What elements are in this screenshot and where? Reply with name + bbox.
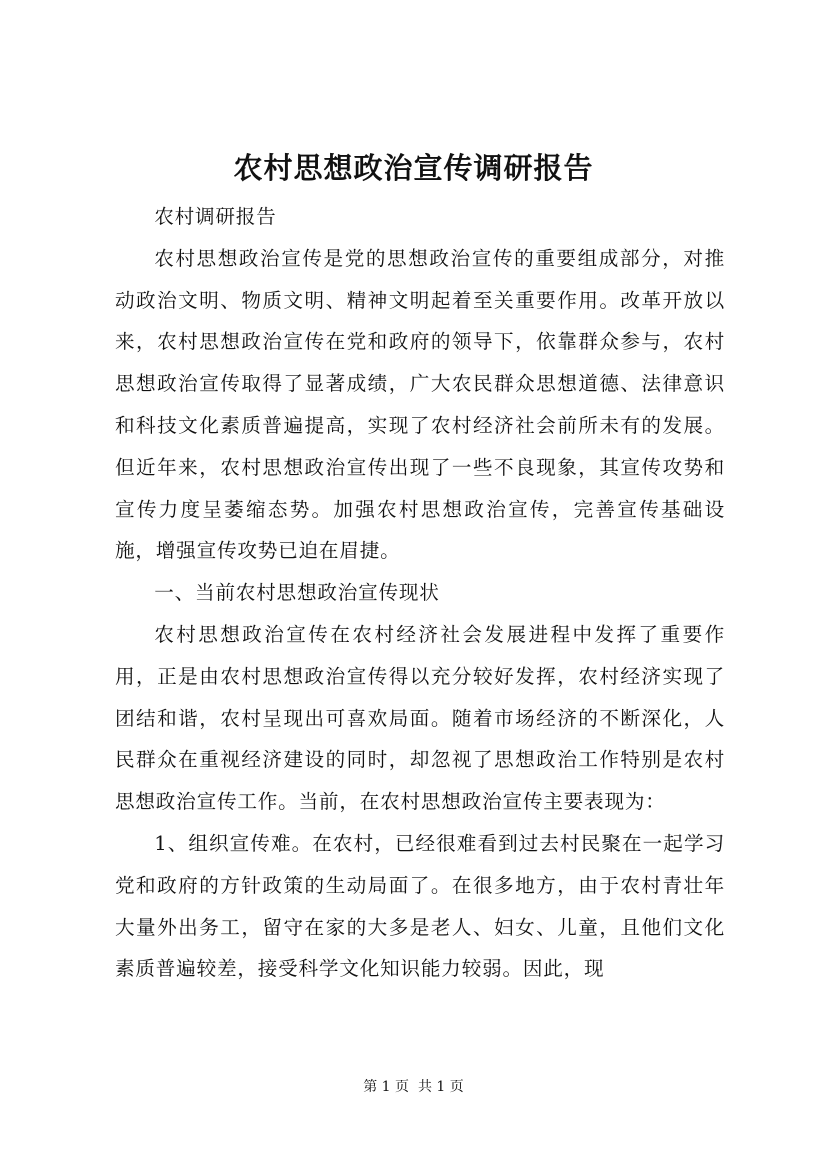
- page-footer: [0, 1077, 827, 1097]
- document-body: [115, 196, 725, 990]
- page-number-label: 第 1 页 共 1 页: [363, 1079, 464, 1095]
- document-title: 农村思想政治宣传调研报告: [233, 151, 594, 185]
- paragraph-intro: 农村思想政治宣传是党的思想政治宣传的重要组成部分，对推动政治文明、物质文明、精神文明起着至关重要作用。改革开放以来，农村思想政治宣传在党和政府的领导下，依靠群众参与，农村思想政治宣传取得了显著成绩，广大农民群众思想道德、法律意识和科技文化素质普遍提高，实现了农村经济社会前所未有的发展。但近年来，农村思想政治宣传出现了一些不良现象，其宣传攻势和宣传力度呈萎缩态势。加强农村思想政治宣传，完善宣传基础设施，增强宣传攻势已迫在眉捷。: [115, 246, 725, 563]
- paragraph-point-1: 1、组织宣传难。在农村，已经很难看到过去村民聚在一起学习党和政府的方针政策的生动局面了。在很多地方，由于农村青壮年大量外出务工，留守在家的大多是老人、妇女、儿童，且他们文化素质普遍较差，接受科学文化知识能力较弱。因此，现: [115, 831, 725, 981]
- section-heading: 一、当前农村思想政治宣传现状: [154, 581, 440, 605]
- paragraph-subtitle: 农村调研报告: [154, 205, 277, 228]
- paragraph-status: 农村思想政治宣传在农村经济社会发展进程中发挥了重要作用，正是由农村思想政治宣传得以充分较好发挥，农村经济实现了团结和谐，农村呈现出可喜欢局面。随着市场经济的不断深化，人民群众在重视经济建设的同时，却忽视了思想政治工作特别是农村思想政治宣传工作。当前，在农村思想政治宣传主要表现为：: [115, 622, 725, 814]
